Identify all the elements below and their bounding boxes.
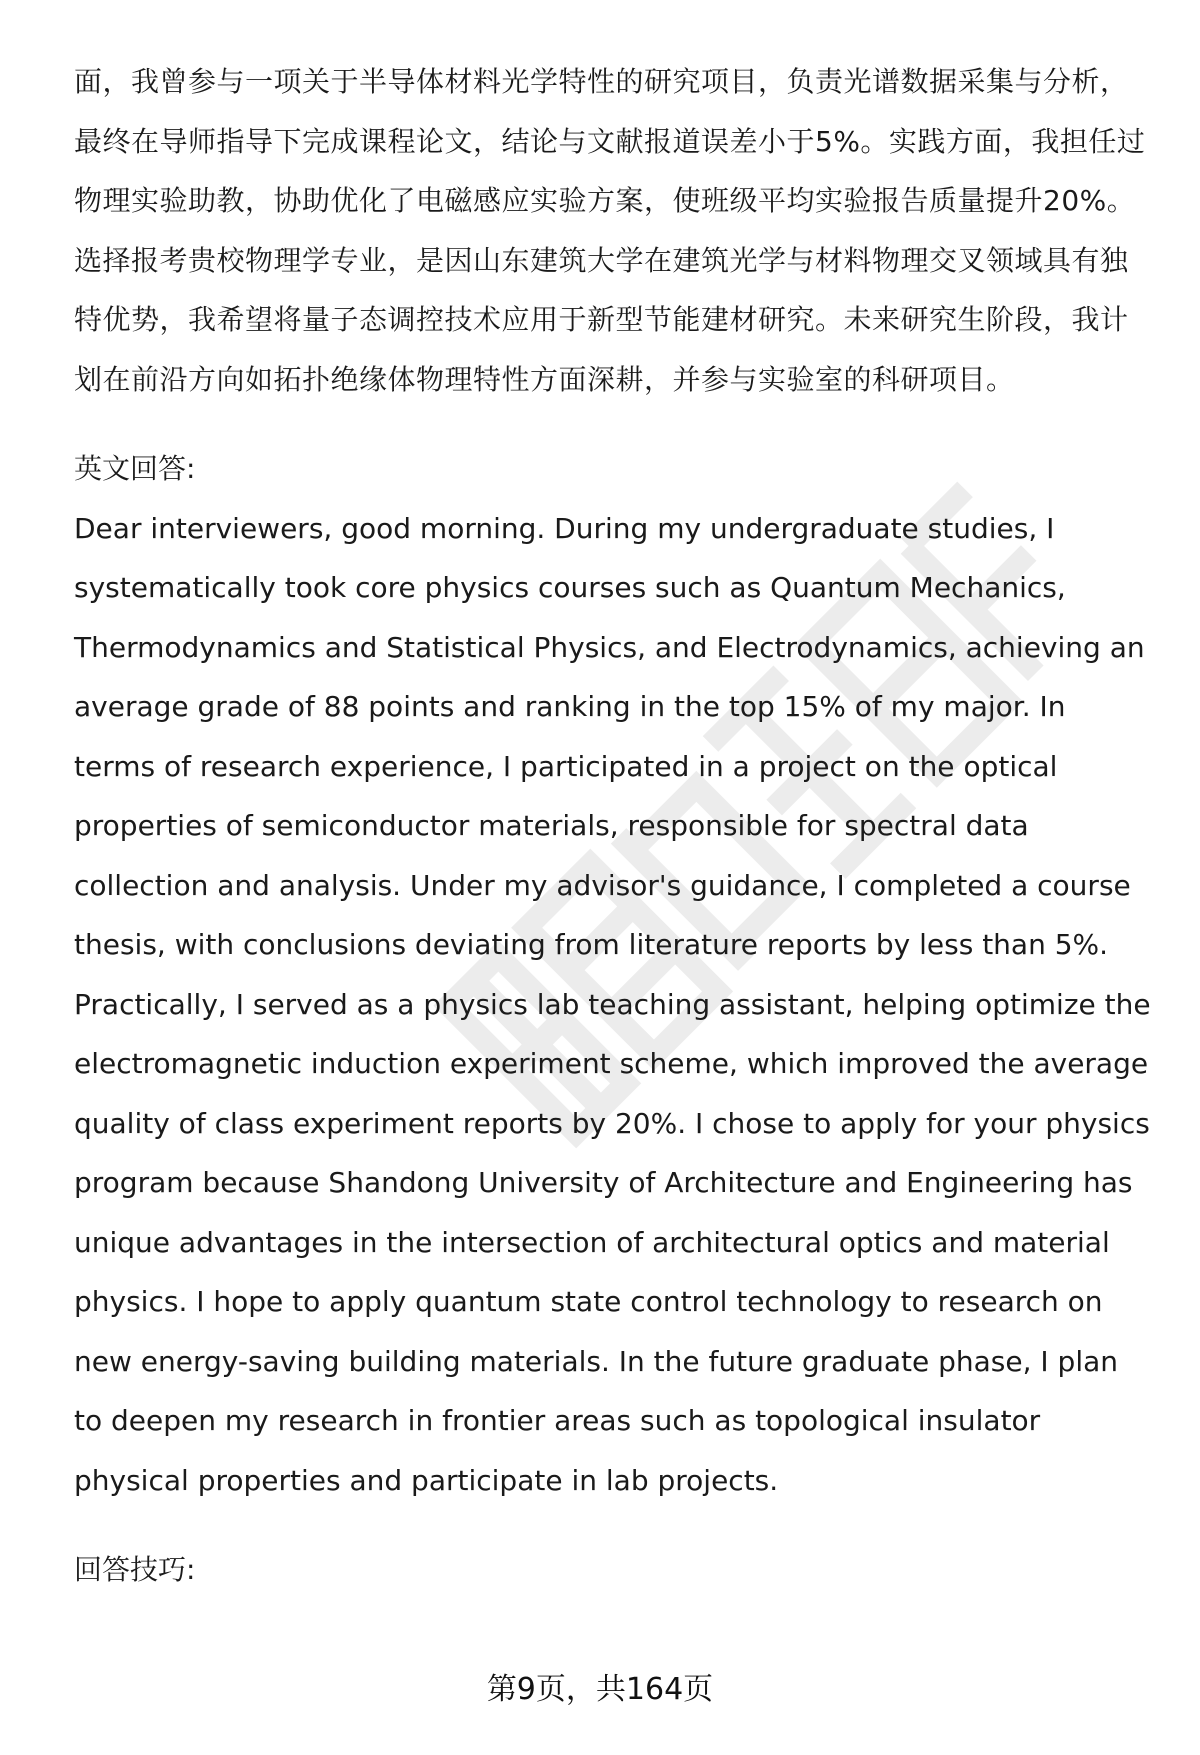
answer-tips-heading: 回答技巧: <box>74 1553 196 1586</box>
page-number-footer: 第9页，共164页 <box>486 1672 714 1707</box>
english-answer-paragraph: Dear interviewers, good morning. During my undergraduate studies, I systematically took core physics courses such as Quantum Mechanics, Thermodynamics and Statistical Physics, and Electrodynamics, achieving an average grade of 88 points and ranking in the top 15% of my major. In terms of research experience, I participated in a project on the optical properties of semiconductor materials, responsible for spectral data collection and analysis. Under my advisor's guidance, I completed a course thesis, with conclusions deviating from literature reports by less than 5%. Practically, I served as a physics lab teaching assistant, helping optimize the electromagnetic induction experiment scheme, which improved the average quality of class experiment reports by 20%. I chose to apply for your physics program because Shandong University of Architecture and Engineering has unique advantages in the intersection of architectural optics and material physics. I hope to apply quantum state control technology to research on new energy-saving building materials. In the future graduate phase, I plan to deepen my research in frontier areas such as topological insulator physical properties and participate in lab projects. <box>74 511 1151 1497</box>
page-content <box>74 52 1154 1600</box>
english-answer-heading: 英文回答: <box>74 452 196 485</box>
section-spacer <box>74 1510 1154 1540</box>
section-spacer <box>74 409 1154 439</box>
chinese-answer-paragraph: 面，我曾参与一项关于半导体材料光学特性的研究项目，负责光谱数据采集与分析，最终在导师指导下完成课程论文，结论与文献报道误差小于5%。实践方面，我担任过物理实验助教，协助优化了电磁感应实验方案，使班级平均实验报告质量提升20%。选择报考贵校物理学专业，是因山东建筑大学在建筑光学与材料物理交叉领域具有独特优势，我希望将量子态调控技术应用于新型节能建材研究。未来研究生阶段，我计划在前沿方向如拓扑绝缘体物理特性方面深耕，并参与实验室的科研项目。 <box>74 65 1146 396</box>
